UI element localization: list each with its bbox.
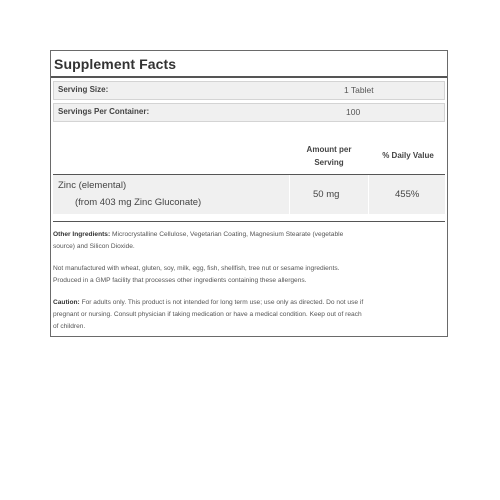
daily-value-header: % Daily Value <box>382 151 434 160</box>
servings-per-container-label: Servings Per Container: <box>58 107 150 116</box>
title-divider <box>51 76 447 78</box>
servings-per-container-row <box>53 103 445 122</box>
ingredient-name: Zinc (elemental) <box>58 180 127 191</box>
caution-line2: pregnant or nursing. Consult physician if taking medication or have a medical condition. Keep out of reach <box>53 311 362 318</box>
allergen-text <box>53 263 447 287</box>
caution-line1: For adults only. This product is not intended for long term use; use only as directed. Do not use if <box>79 299 364 306</box>
other-ingredients-label: Other Ingredients: <box>53 231 111 238</box>
column-divider <box>289 175 290 214</box>
serving-size-label: Serving Size: <box>58 85 109 94</box>
caution-line3: of children. <box>53 323 86 330</box>
supplement-facts-panel <box>50 50 448 337</box>
servings-per-container-value: 100 <box>346 107 361 117</box>
allergen-line2: Produced in a GMP facility that processes other ingredients containing these allergens. <box>53 277 307 284</box>
amount-per-serving-header <box>297 143 361 169</box>
caution-text <box>53 297 447 333</box>
panel-title: Supplement Facts <box>54 56 177 72</box>
ingredient-divider <box>53 221 445 222</box>
other-ingredients-text <box>53 229 447 253</box>
caution-label: Caution: <box>53 299 80 306</box>
other-ingredients-line1: Microcrystalline Cellulose, Vegetarian Coating, Magnesium Stearate (vegetable <box>110 231 344 238</box>
amount-header-line2: Serving <box>314 158 344 167</box>
serving-size-value: 1 Tablet <box>344 85 374 95</box>
allergen-line1: Not manufactured with wheat, gluten, soy, milk, egg, fish, shellfish, tree nut or sesame ingredients. <box>53 265 340 272</box>
ingredient-amount: 50 mg <box>313 189 340 200</box>
serving-size-row <box>53 81 445 100</box>
amount-header-line1: Amount per <box>306 145 352 154</box>
other-ingredients-line2: source) and Silicon Dioxide. <box>53 243 135 250</box>
ingredient-source: (from 403 mg Zinc Gluconate) <box>75 197 202 208</box>
column-divider <box>368 175 369 214</box>
ingredient-row <box>53 175 445 214</box>
ingredient-daily-value: 455% <box>395 189 420 200</box>
